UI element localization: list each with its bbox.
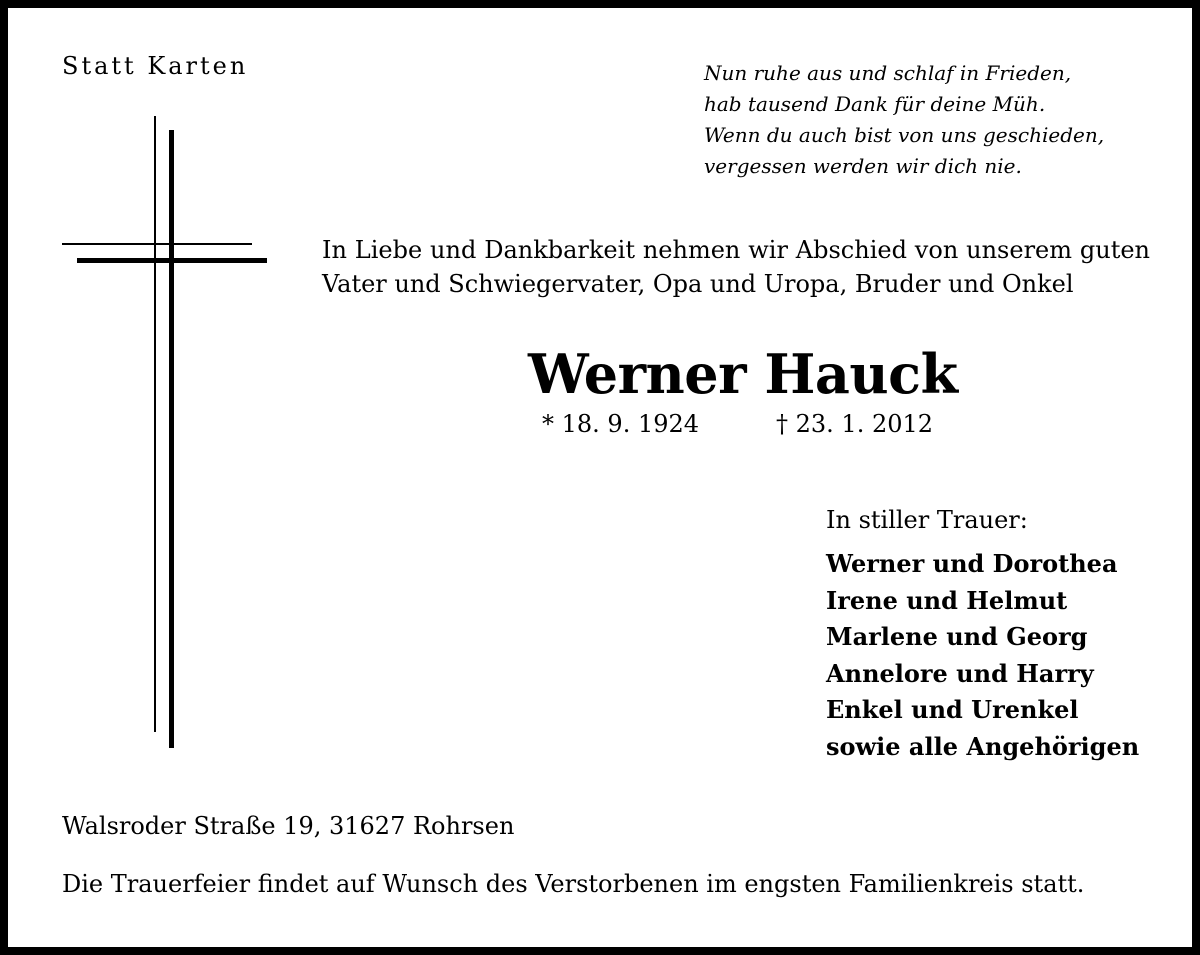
cross-thick-vertical-bar bbox=[169, 130, 174, 748]
poem-line: Wenn du auch bist von uns geschieden, bbox=[704, 123, 1105, 147]
poem-line: vergessen werden wir dich nie. bbox=[704, 154, 1022, 178]
intro-text: In Liebe und Dankbarkeit nehmen wir Abschied von unserem guten Vater und Schwiegervater, Opa und Uropa, Bruder und Onkel bbox=[322, 236, 1150, 298]
poem bbox=[704, 58, 1174, 182]
mourner-entry: Werner und Dorothea bbox=[826, 549, 1118, 578]
mourner-entry: Enkel und Urenkel bbox=[826, 695, 1079, 724]
ceremony-notice: Die Trauerfeier findet auf Wunsch des Verstorbenen im engsten Familienkreis statt. bbox=[62, 870, 1085, 898]
mourner-entry: sowie alle Angehörigen bbox=[826, 731, 1140, 761]
poem-line: hab tausend Dank für deine Müh. bbox=[704, 92, 1046, 116]
header-label: Statt Karten bbox=[62, 52, 249, 80]
birth-date: * 18. 9. 1924 bbox=[542, 410, 700, 438]
poem-line: Nun ruhe aus und schlaf in Frieden, bbox=[704, 61, 1072, 85]
cross-thin-horizontal-bar bbox=[62, 243, 252, 245]
address: Walsroder Straße 19, 31627 Rohrsen bbox=[62, 812, 515, 840]
cross-thick-horizontal-bar bbox=[77, 258, 267, 263]
mourner-entry: Marlene und Georg bbox=[826, 622, 1088, 651]
cross-thin-vertical-bar bbox=[154, 116, 156, 732]
mourners-list bbox=[826, 546, 1139, 765]
death-date: † 23. 1. 2012 bbox=[776, 410, 934, 438]
cross-icon bbox=[62, 112, 272, 752]
mourner-entry: Irene und Helmut bbox=[826, 585, 1068, 615]
mourning-label: In stiller Trauer: bbox=[826, 506, 1028, 534]
mourner-entry: Annelore und Harry bbox=[826, 658, 1094, 688]
deceased-name: Werner Hauck bbox=[528, 342, 958, 406]
